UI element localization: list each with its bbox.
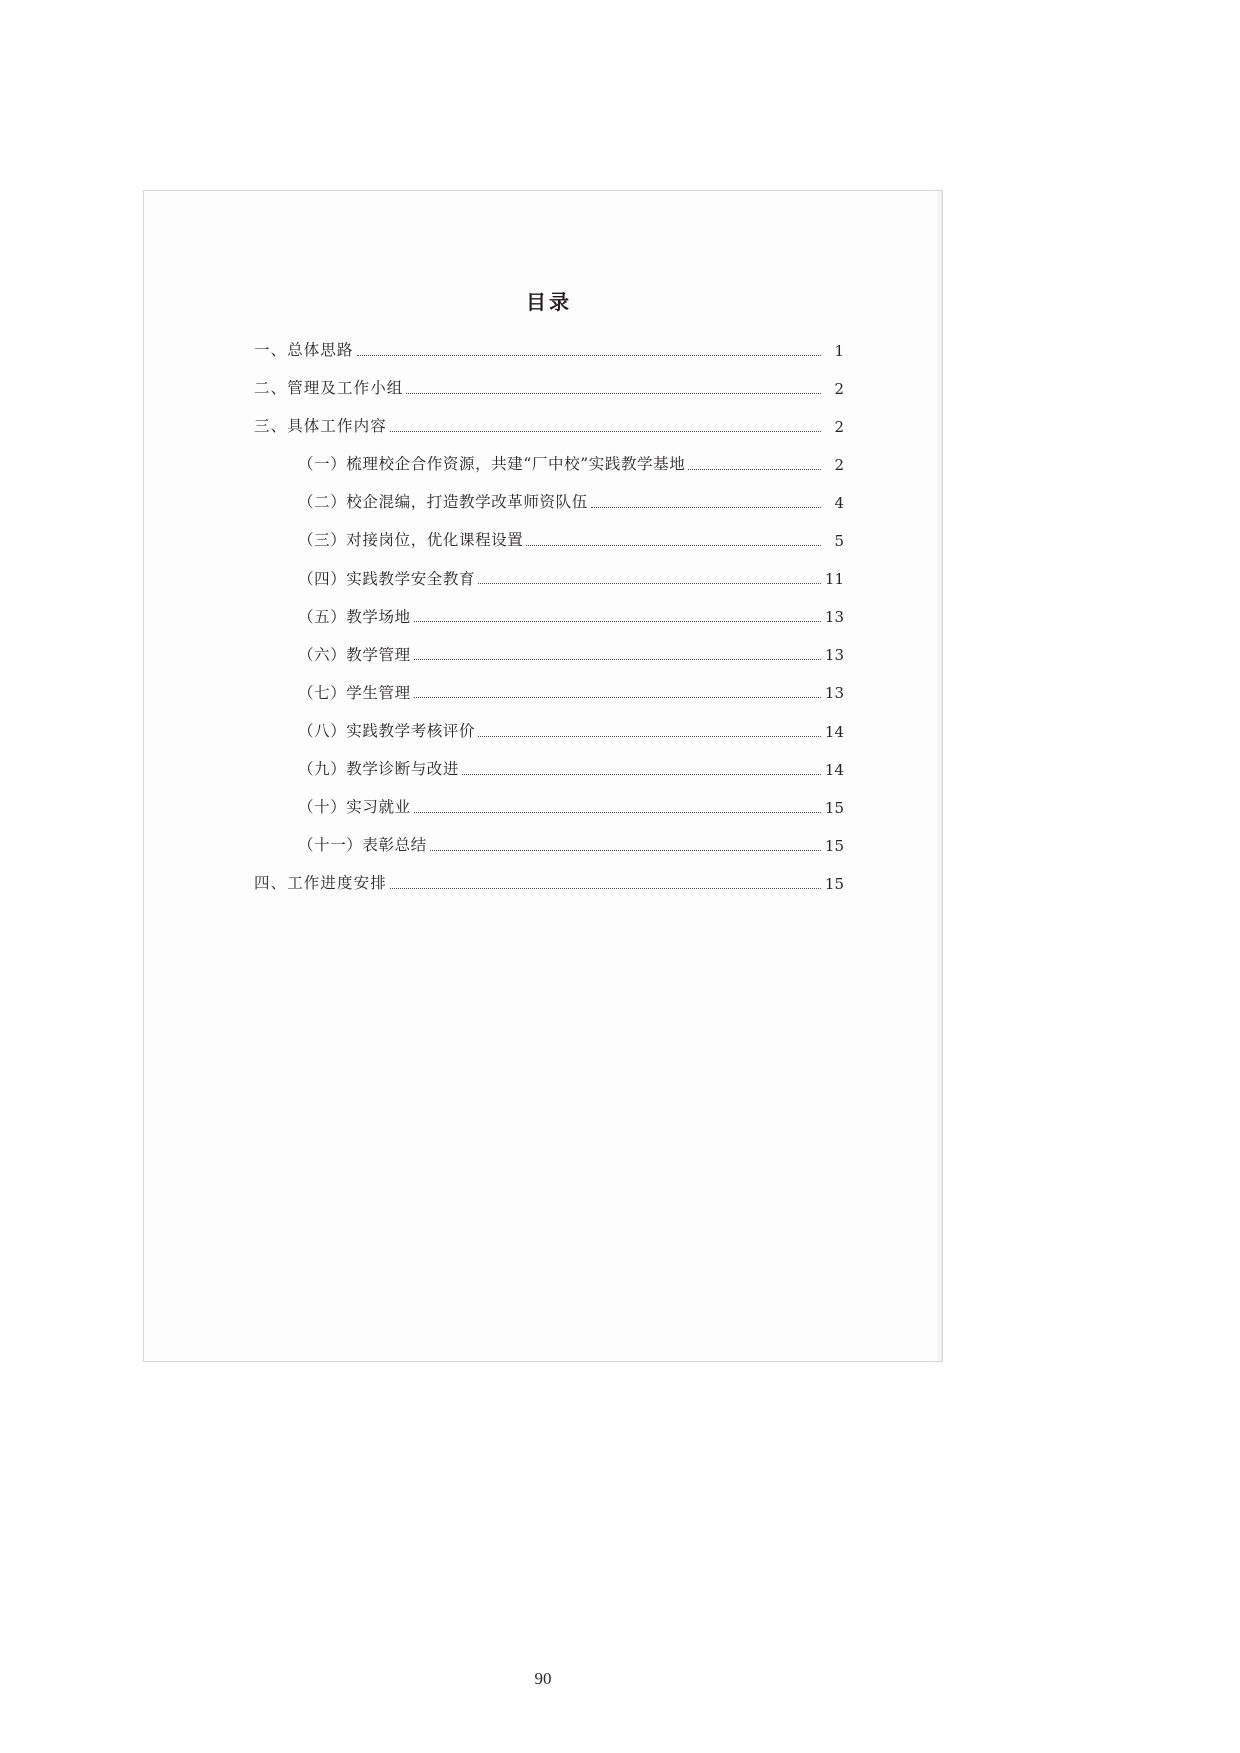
toc-entry-page-number: 15	[824, 874, 844, 893]
toc-entry-page-number: 2	[834, 379, 844, 398]
toc-dot-leader	[478, 735, 821, 737]
toc-dot-leader	[462, 773, 821, 775]
toc-entry-label: （七）学生管理	[298, 683, 411, 702]
toc-entry-label: （十）实习就业	[298, 798, 411, 817]
toc-dot-leader	[390, 430, 821, 432]
toc-entry-page-number: 2	[834, 455, 844, 474]
toc-dot-leader	[478, 582, 821, 584]
toc-dot-leader	[414, 696, 821, 698]
page-edge-shading	[935, 191, 942, 1361]
toc-entry[interactable]	[254, 722, 844, 741]
toc-entry[interactable]	[254, 798, 844, 817]
toc-entry[interactable]	[254, 493, 844, 512]
toc-entry[interactable]	[254, 417, 844, 436]
toc-entry[interactable]	[254, 570, 844, 589]
toc-entry[interactable]	[254, 531, 844, 550]
toc-entry[interactable]	[254, 379, 844, 398]
toc-entry-page-number: 14	[824, 760, 844, 779]
toc-entry-page-number: 13	[824, 646, 844, 665]
toc-entry-label: （二）校企混编，打造教学改革师资队伍	[298, 493, 588, 512]
toc-entry-page-number: 14	[824, 722, 844, 741]
toc-dot-leader	[390, 887, 821, 889]
toc-entry[interactable]	[254, 684, 844, 703]
toc-entry-label: （一）梳理校企合作资源，共建“厂中校”实践教学基地	[298, 455, 686, 474]
scanned-page-sheet	[143, 190, 943, 1688]
toc-entry-page-number: 4	[834, 493, 844, 512]
toc-dot-leader	[357, 354, 821, 356]
toc-entry[interactable]	[254, 455, 844, 474]
toc-entry-label: （五）教学场地	[298, 607, 411, 626]
toc-entry-label: （八）实践教学考核评价	[298, 721, 476, 740]
toc-entry[interactable]	[254, 646, 844, 665]
toc-entry[interactable]	[254, 341, 844, 360]
toc-entry-label: 三、具体工作内容	[254, 417, 387, 436]
toc-dot-leader	[591, 506, 821, 508]
toc-entry-page-number: 15	[824, 836, 844, 855]
document-content	[254, 286, 844, 912]
toc-entry[interactable]	[254, 836, 844, 855]
toc-dot-leader	[414, 658, 821, 660]
toc-entry-page-number: 13	[824, 608, 844, 627]
toc-entry-page-number: 13	[824, 684, 844, 703]
toc-dot-leader	[526, 544, 821, 546]
toc-entry[interactable]	[254, 608, 844, 627]
toc-heading: 目录	[526, 290, 572, 314]
toc-entry-label: （三）对接岗位，优化课程设置	[298, 531, 524, 550]
toc-list	[254, 341, 844, 893]
toc-entry-label: （九）教学诊断与改进	[298, 760, 460, 779]
toc-entry-page-number: 5	[834, 532, 844, 551]
toc-entry-page-number: 11	[824, 570, 844, 589]
toc-entry[interactable]	[254, 760, 844, 779]
toc-entry-label: （四）实践教学安全教育	[298, 569, 476, 588]
toc-entry-label: 二、管理及工作小组	[254, 379, 404, 398]
toc-entry-label: （六）教学管理	[298, 645, 411, 664]
toc-dot-leader	[430, 849, 821, 851]
toc-entry-label: 四、工作进度安排	[254, 874, 387, 893]
toc-entry-label: （十一）表彰总结	[298, 836, 427, 855]
toc-entry-label: 一、总体思路	[254, 341, 354, 359]
toc-entry-page-number: 15	[824, 798, 844, 817]
toc-dot-leader	[406, 392, 821, 394]
toc-entry[interactable]	[254, 874, 844, 893]
page-number: 90	[534, 1669, 552, 1688]
toc-entry-page-number: 2	[834, 417, 844, 436]
toc-dot-leader	[414, 811, 821, 813]
toc-dot-leader	[414, 620, 821, 622]
toc-entry-page-number: 1	[834, 341, 844, 360]
toc-dot-leader	[688, 468, 821, 470]
